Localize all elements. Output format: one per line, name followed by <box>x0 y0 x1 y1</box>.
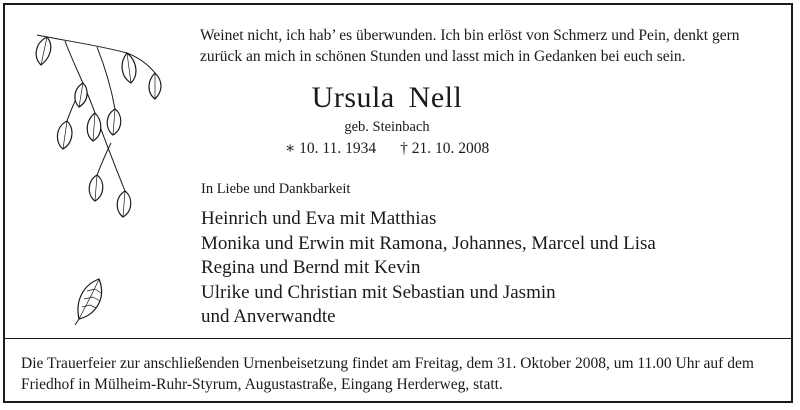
mourner-entry: Regina und Bernd mit Kevin <box>201 257 421 278</box>
funeral-notice <box>21 353 793 395</box>
poem-line: Weinet nicht, ich hab’ es überwunden. Ich bin erlöst von Schmerz und Pein, denkt gern <box>200 27 740 44</box>
life-dates <box>205 139 569 159</box>
birth-date: ∗ 10. 11. 1934 <box>284 140 377 157</box>
poem-line: zurück an mich in schönen Stunden und lasst mich in Gedanken bei euch sein. <box>200 48 686 65</box>
funeral-notice-line: Friedhof in Mülheim-Ruhr-Styrum, Augustastraße, Eingang Herderweg, statt. <box>21 376 503 393</box>
mourner-entry: Heinrich und Eva mit Matthias <box>201 208 437 229</box>
deceased-name: Ursula Nell <box>311 81 463 114</box>
obituary-frame <box>3 3 793 403</box>
memorial-poem <box>200 25 794 67</box>
mourner-entry: Ulrike und Christian mit Sebastian und Jasmin <box>201 281 556 303</box>
birth-name: geb. Steinbach <box>344 119 430 135</box>
death-date: † 21. 10. 2008 <box>400 140 490 157</box>
birch-branch-icon <box>27 23 167 223</box>
mourner-entry: und Anverwandte <box>201 306 336 327</box>
mourner-entry: Monika und Erwin mit Ramona, Johannes, Marcel und Lisa <box>201 232 656 254</box>
mourners-list <box>201 207 656 330</box>
section-divider <box>5 338 791 339</box>
thanks-line: In Liebe und Dankbarkeit <box>201 181 351 197</box>
funeral-notice-line: Die Trauerfeier zur anschließenden Urnenbeisetzung findet am Freitag, dem 31. Oktober 2008, um 11.00 Uhr auf dem <box>21 355 754 372</box>
falling-leaf-icon <box>71 275 113 327</box>
